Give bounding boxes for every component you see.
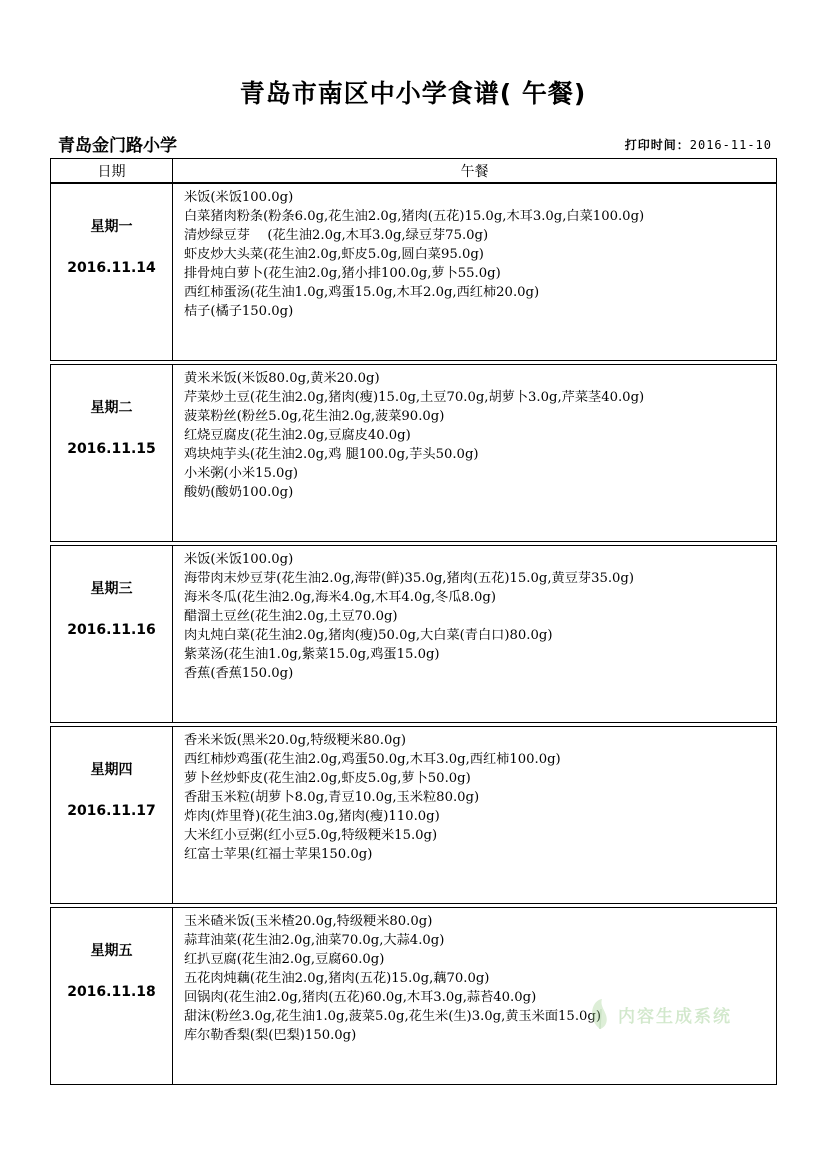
dish-item: 红烧豆腐皮(花生油2.0g,豆腐皮40.0g): [184, 428, 411, 443]
dish-item: 黄米米饭(米饭80.0g,黄米20.0g): [184, 371, 380, 386]
date-value: 2016.11.18: [67, 984, 156, 1000]
dish-item: 鸡块炖芋头(花生油2.0g,鸡 腿100.0g,芋头50.0g): [184, 447, 479, 462]
table-row: [50, 183, 777, 361]
date-value: 2016.11.15: [67, 441, 156, 457]
date-cell: [51, 184, 173, 360]
dish-item: 红扒豆腐(花生油2.0g,豆腐60.0g): [184, 952, 385, 967]
dish-item: 桔子(橘子150.0g): [184, 304, 294, 319]
print-time-label: 打印时间：: [624, 138, 690, 152]
dish-list: [173, 908, 776, 1084]
dish-item: 萝卜丝炒虾皮(花生油2.0g,虾皮5.0g,萝卜50.0g): [184, 771, 471, 786]
dish-item: 库尔勒香梨(梨(巴梨)150.0g): [184, 1028, 357, 1043]
dish-item: 紫菜汤(花生油1.0g,紫菜15.0g,鸡蛋15.0g): [184, 647, 440, 662]
page-title: 青岛市南区中小学食谱( 午餐): [239, 79, 587, 108]
dish-item: 香米米饭(黑米20.0g,特级粳米80.0g): [184, 733, 406, 748]
dish-list: [173, 184, 776, 360]
dish-item: 蒜茸油菜(花生油2.0g,油菜70.0g,大蒜4.0g): [184, 933, 445, 948]
weekday-label: 星期二: [90, 400, 133, 416]
weekday-label: 星期三: [90, 581, 133, 597]
dish-list: [173, 546, 776, 722]
print-time: [625, 136, 772, 153]
dish-item: 肉丸炖白菜(花生油2.0g,猪肉(瘦)50.0g,大白菜(青白口)80.0g): [184, 628, 553, 643]
date-cell: [51, 546, 173, 722]
dish-item: 酸奶(酸奶100.0g): [184, 485, 294, 500]
leaf-icon: [588, 997, 612, 1031]
table-row: [50, 907, 777, 1085]
table-row: [50, 364, 777, 542]
dish-item: 醋溜土豆丝(花生油2.0g,土豆70.0g): [184, 609, 398, 624]
table-header: [50, 158, 777, 183]
school-name: 青岛金门路小学: [58, 136, 177, 156]
dish-item: 海带肉末炒豆芽(花生油2.0g,海带(鲜)35.0g,猪肉(五花)15.0g,黄豆芽35.0g): [184, 571, 635, 586]
watermark-text: 内容生成系统: [618, 1006, 732, 1027]
dish-item: 五花肉炖藕(花生油2.0g,猪肉(五花)15.0g,藕70.0g): [184, 971, 490, 986]
dish-item: 虾皮炒大头菜(花生油2.0g,虾皮5.0g,圆白菜95.0g): [184, 247, 484, 262]
dish-item: 菠菜粉丝(粉丝5.0g,花生油2.0g,菠菜90.0g): [184, 409, 445, 424]
dish-item: 玉米碴米饭(玉米楂20.0g,特级粳米80.0g): [184, 914, 433, 929]
weekday-label: 星期一: [90, 219, 133, 235]
dish-item: 排骨炖白萝卜(花生油2.0g,猪小排100.0g,萝卜55.0g): [184, 266, 501, 281]
dish-item: 海米冬瓜(花生油2.0g,海米4.0g,木耳4.0g,冬瓜8.0g): [184, 590, 496, 605]
dish-item: 米饭(米饭100.0g): [184, 190, 294, 205]
dish-item: 西红柿炒鸡蛋(花生油2.0g,鸡蛋50.0g,木耳3.0g,西红柿100.0g): [184, 752, 561, 767]
date-cell: [51, 908, 173, 1084]
date-cell: [51, 727, 173, 903]
dish-item: 米饭(米饭100.0g): [184, 552, 294, 567]
dish-item: 炸肉(炸里脊)(花生油3.0g,猪肉(瘦)110.0g): [184, 809, 440, 824]
dish-item: 回锅肉(花生油2.0g,猪肉(五花)60.0g,木耳3.0g,蒜苔40.0g): [184, 990, 537, 1005]
watermark: [588, 997, 732, 1031]
table-row: [50, 726, 777, 904]
date-cell: [51, 365, 173, 541]
dish-item: 白菜猪肉粉条(粉条6.0g,花生油2.0g,猪肉(五花)15.0g,木耳3.0g,白菜100.0g): [184, 209, 645, 224]
dish-item: 西红柿蛋汤(花生油1.0g,鸡蛋15.0g,木耳2.0g,西红柿20.0g): [184, 285, 540, 300]
dish-item: 红富士苹果(红福士苹果150.0g): [184, 847, 373, 862]
dish-item: 芹菜炒土豆(花生油2.0g,猪肉(瘦)15.0g,土豆70.0g,胡萝卜3.0g,芹菜茎40.0g): [184, 390, 645, 405]
dish-item: 香甜玉米粒(胡萝卜8.0g,青豆10.0g,玉米粒80.0g): [184, 790, 480, 805]
date-value: 2016.11.14: [67, 260, 156, 276]
weekday-label: 星期四: [90, 762, 133, 778]
dish-item: 清炒绿豆芽 (花生油2.0g,木耳3.0g,绿豆芽75.0g): [184, 228, 489, 243]
weekday-label: 星期五: [90, 943, 133, 959]
dish-item: 香蕉(香蕉150.0g): [184, 666, 294, 681]
dish-list: [173, 365, 776, 541]
dish-item: 大米红小豆粥(红小豆5.0g,特级粳米15.0g): [184, 828, 438, 843]
dish-list: [173, 727, 776, 903]
date-value: 2016.11.17: [67, 803, 156, 819]
dish-item: 甜沫(粉丝3.0g,花生油1.0g,菠菜5.0g,花生米(生)3.0g,黄玉米面15.0g): [184, 1009, 601, 1024]
date-value: 2016.11.16: [67, 622, 156, 638]
header-date: 日期: [51, 159, 173, 182]
print-time-value: 2016-11-10: [689, 138, 772, 152]
table-row: [50, 545, 777, 723]
header-lunch: 午餐: [460, 163, 489, 180]
dish-item: 小米粥(小米15.0g): [184, 466, 299, 481]
